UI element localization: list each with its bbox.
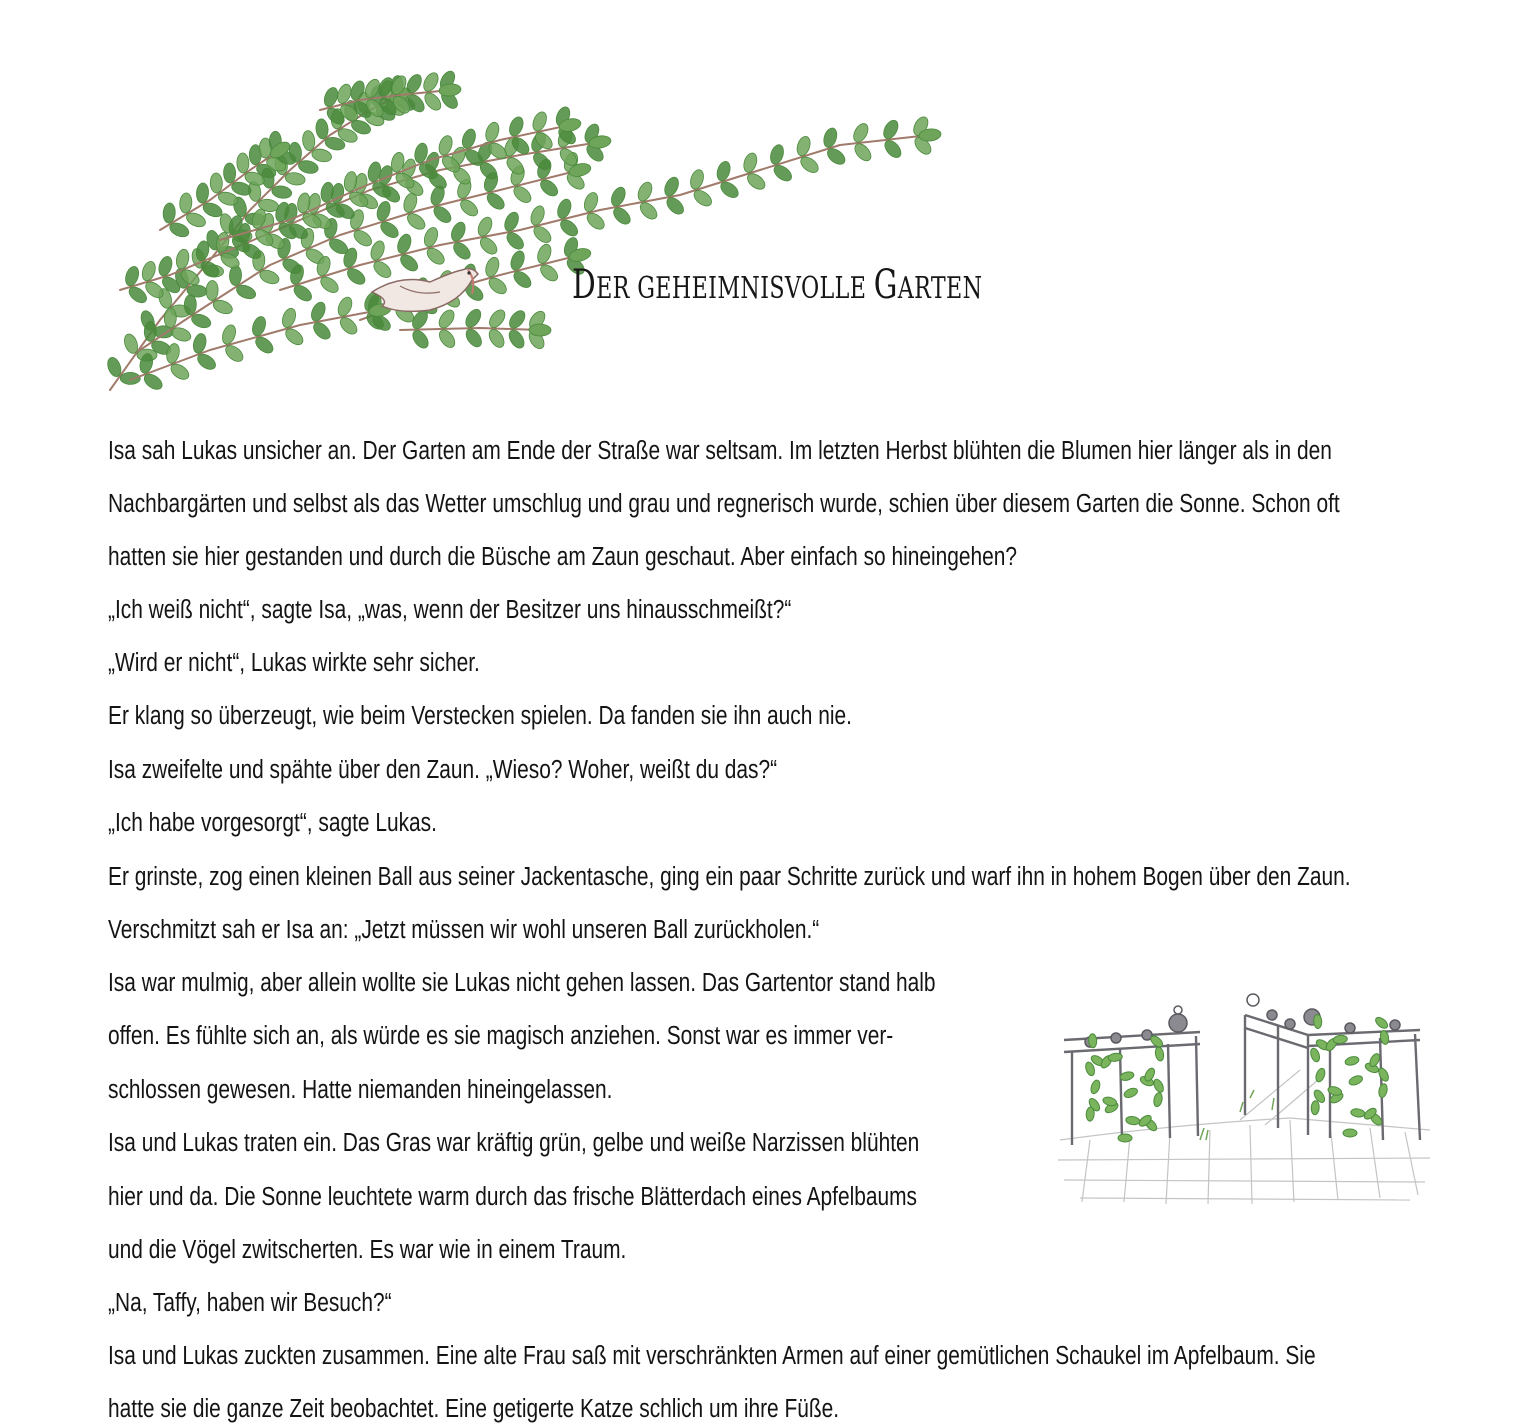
story-line: „Ich habe vorgesorgt“, sagte Lukas. — [108, 809, 437, 837]
vine-leaf — [436, 307, 457, 330]
bush-leaf — [1154, 1046, 1165, 1061]
vine-leaf — [486, 327, 507, 350]
bush-leaf — [1152, 1078, 1165, 1094]
story-line: „Wird er nicht“, Lukas wirkte sehr sicher. — [108, 649, 480, 677]
bush-leaf — [1343, 1129, 1357, 1137]
title-part-2: ARTEN — [897, 271, 983, 306]
bush-leaf — [1089, 1079, 1101, 1095]
vine-leaf — [436, 327, 458, 350]
bush-leaf — [1125, 1116, 1140, 1126]
vine-leaf — [196, 183, 209, 204]
bush-leaf — [1344, 1055, 1360, 1066]
bush-leaf — [1348, 1074, 1364, 1087]
bush-leaf — [1123, 1086, 1139, 1099]
vine-leaf — [144, 321, 156, 341]
vine-leaf — [223, 163, 236, 183]
story-line: Isa und Lukas traten ein. Das Gras war kräftig grün, gelbe und weiße Narzissen blühten — [108, 1129, 920, 1157]
vine-leaf — [210, 173, 223, 193]
bird-eye — [467, 271, 470, 274]
story-line: Isa sah Lukas unsicher an. Der Garten am Ende der Straße war seltsam. Im letzten Herbst blühten die Blumen hier länger als in den — [108, 437, 1332, 465]
title-initial: D — [572, 262, 597, 308]
bush-leaf — [1350, 1108, 1365, 1118]
title-initial-2: G — [873, 262, 898, 308]
title-part-1: ER GEHEIMNISVOLLE — [596, 271, 874, 306]
story-line: Verschmitzt sah er Isa an: „Jetzt müssen wir wohl unseren Ball zurückholen.“ — [108, 916, 820, 944]
story-line: Nachbargärten und selbst als das Wetter umschlug und grau und regnerisch wurde, schien über diesem Garten die Sonne. Schon oft — [108, 490, 1340, 518]
garden-gate-illustration — [1050, 990, 1435, 1220]
bush-leaf — [1309, 1047, 1321, 1063]
bush-leaf — [1313, 1014, 1322, 1028]
grass-tufts — [1200, 1090, 1274, 1140]
bush-leaf — [1378, 1083, 1389, 1098]
vine-leaf — [529, 324, 551, 337]
vine-leaf — [184, 295, 196, 315]
story-line: hier und da. Die Sonne leuchtete warm durch das frische Blätterdach eines Apfelbaums — [108, 1183, 917, 1211]
vine-leaf — [237, 153, 250, 173]
story-line: und die Vögel zwitscherten. Es war wie in einem Traum. — [108, 1236, 627, 1264]
vine-with-bird-illustration — [100, 60, 980, 410]
vine-leaf — [120, 372, 140, 384]
page-title — [572, 262, 982, 308]
bush-leaf — [1311, 1100, 1320, 1115]
vine-leaf — [410, 328, 432, 351]
vine-leaf — [229, 265, 242, 285]
story-line: Er grinste, zog einen kleinen Ball aus seiner Jackentasche, ging ein paar Schritte zurück und warf ihn in hohem Bogen über den Zaun. — [108, 863, 1351, 891]
vine-leaf — [163, 203, 176, 224]
story-line: Isa zweifelte und spähte über den Zaun. „Wieso? Woher, weißt du das?“ — [108, 756, 778, 784]
vine-leaf — [463, 307, 484, 330]
story-line: Er klang so überzeugt, wie beim Verstecken spielen. Da fanden sie ihn auch nie. — [108, 702, 852, 730]
story-line: hatten sie hier gestanden und durch die Büsche am Zaun geschaut. Aber einfach so hineingehen? — [108, 543, 1018, 571]
vine-leaf — [506, 308, 528, 331]
vine-leaf — [179, 193, 192, 214]
story-line: Isa war mulmig, aber allein wollte sie Lukas nicht gehen lassen. Das Gartentor stand halb — [108, 969, 936, 997]
vine-leaf — [206, 280, 219, 300]
bush-leaf — [1118, 1134, 1132, 1142]
vine-leaf — [315, 118, 329, 139]
story-line: offen. Es fühlte sich an, als würde es sie magisch anziehen. Sonst war es immer ver- — [108, 1022, 894, 1050]
fence-finials — [1085, 994, 1400, 1047]
story-line: „Na, Taffy, haben wir Besuch?“ — [108, 1289, 392, 1317]
vine-leaf — [164, 308, 176, 328]
story-line: hatte sie die ganze Zeit beobachtet. Eine getigerte Katze schlich um ihre Füße. — [108, 1395, 840, 1423]
vine-leaf — [463, 326, 485, 349]
vine-leaf — [506, 327, 527, 350]
story-line: Isa und Lukas zuckten zusammen. Eine alte Frau saß mit verschränkten Armen auf einer gemütlichen Schaukel im Apfelbaum. Sie — [108, 1342, 1316, 1370]
story-line: „Ich weiß nicht“, sagte Isa, „was, wenn der Besitzer uns hinausschmeißt?“ — [108, 596, 792, 624]
bush-leaf — [1153, 1092, 1164, 1107]
vine-leaf — [421, 70, 441, 93]
bush-leaf — [1333, 1035, 1348, 1045]
bush-leaf — [1374, 1015, 1390, 1030]
vine-leaf — [486, 307, 508, 330]
bush-leaf — [1102, 1096, 1118, 1108]
story-line: schlossen gewesen. Hatte niemanden hineingelassen. — [108, 1076, 613, 1104]
bush-leaf — [1088, 1034, 1097, 1048]
vine-leaf — [302, 130, 316, 151]
